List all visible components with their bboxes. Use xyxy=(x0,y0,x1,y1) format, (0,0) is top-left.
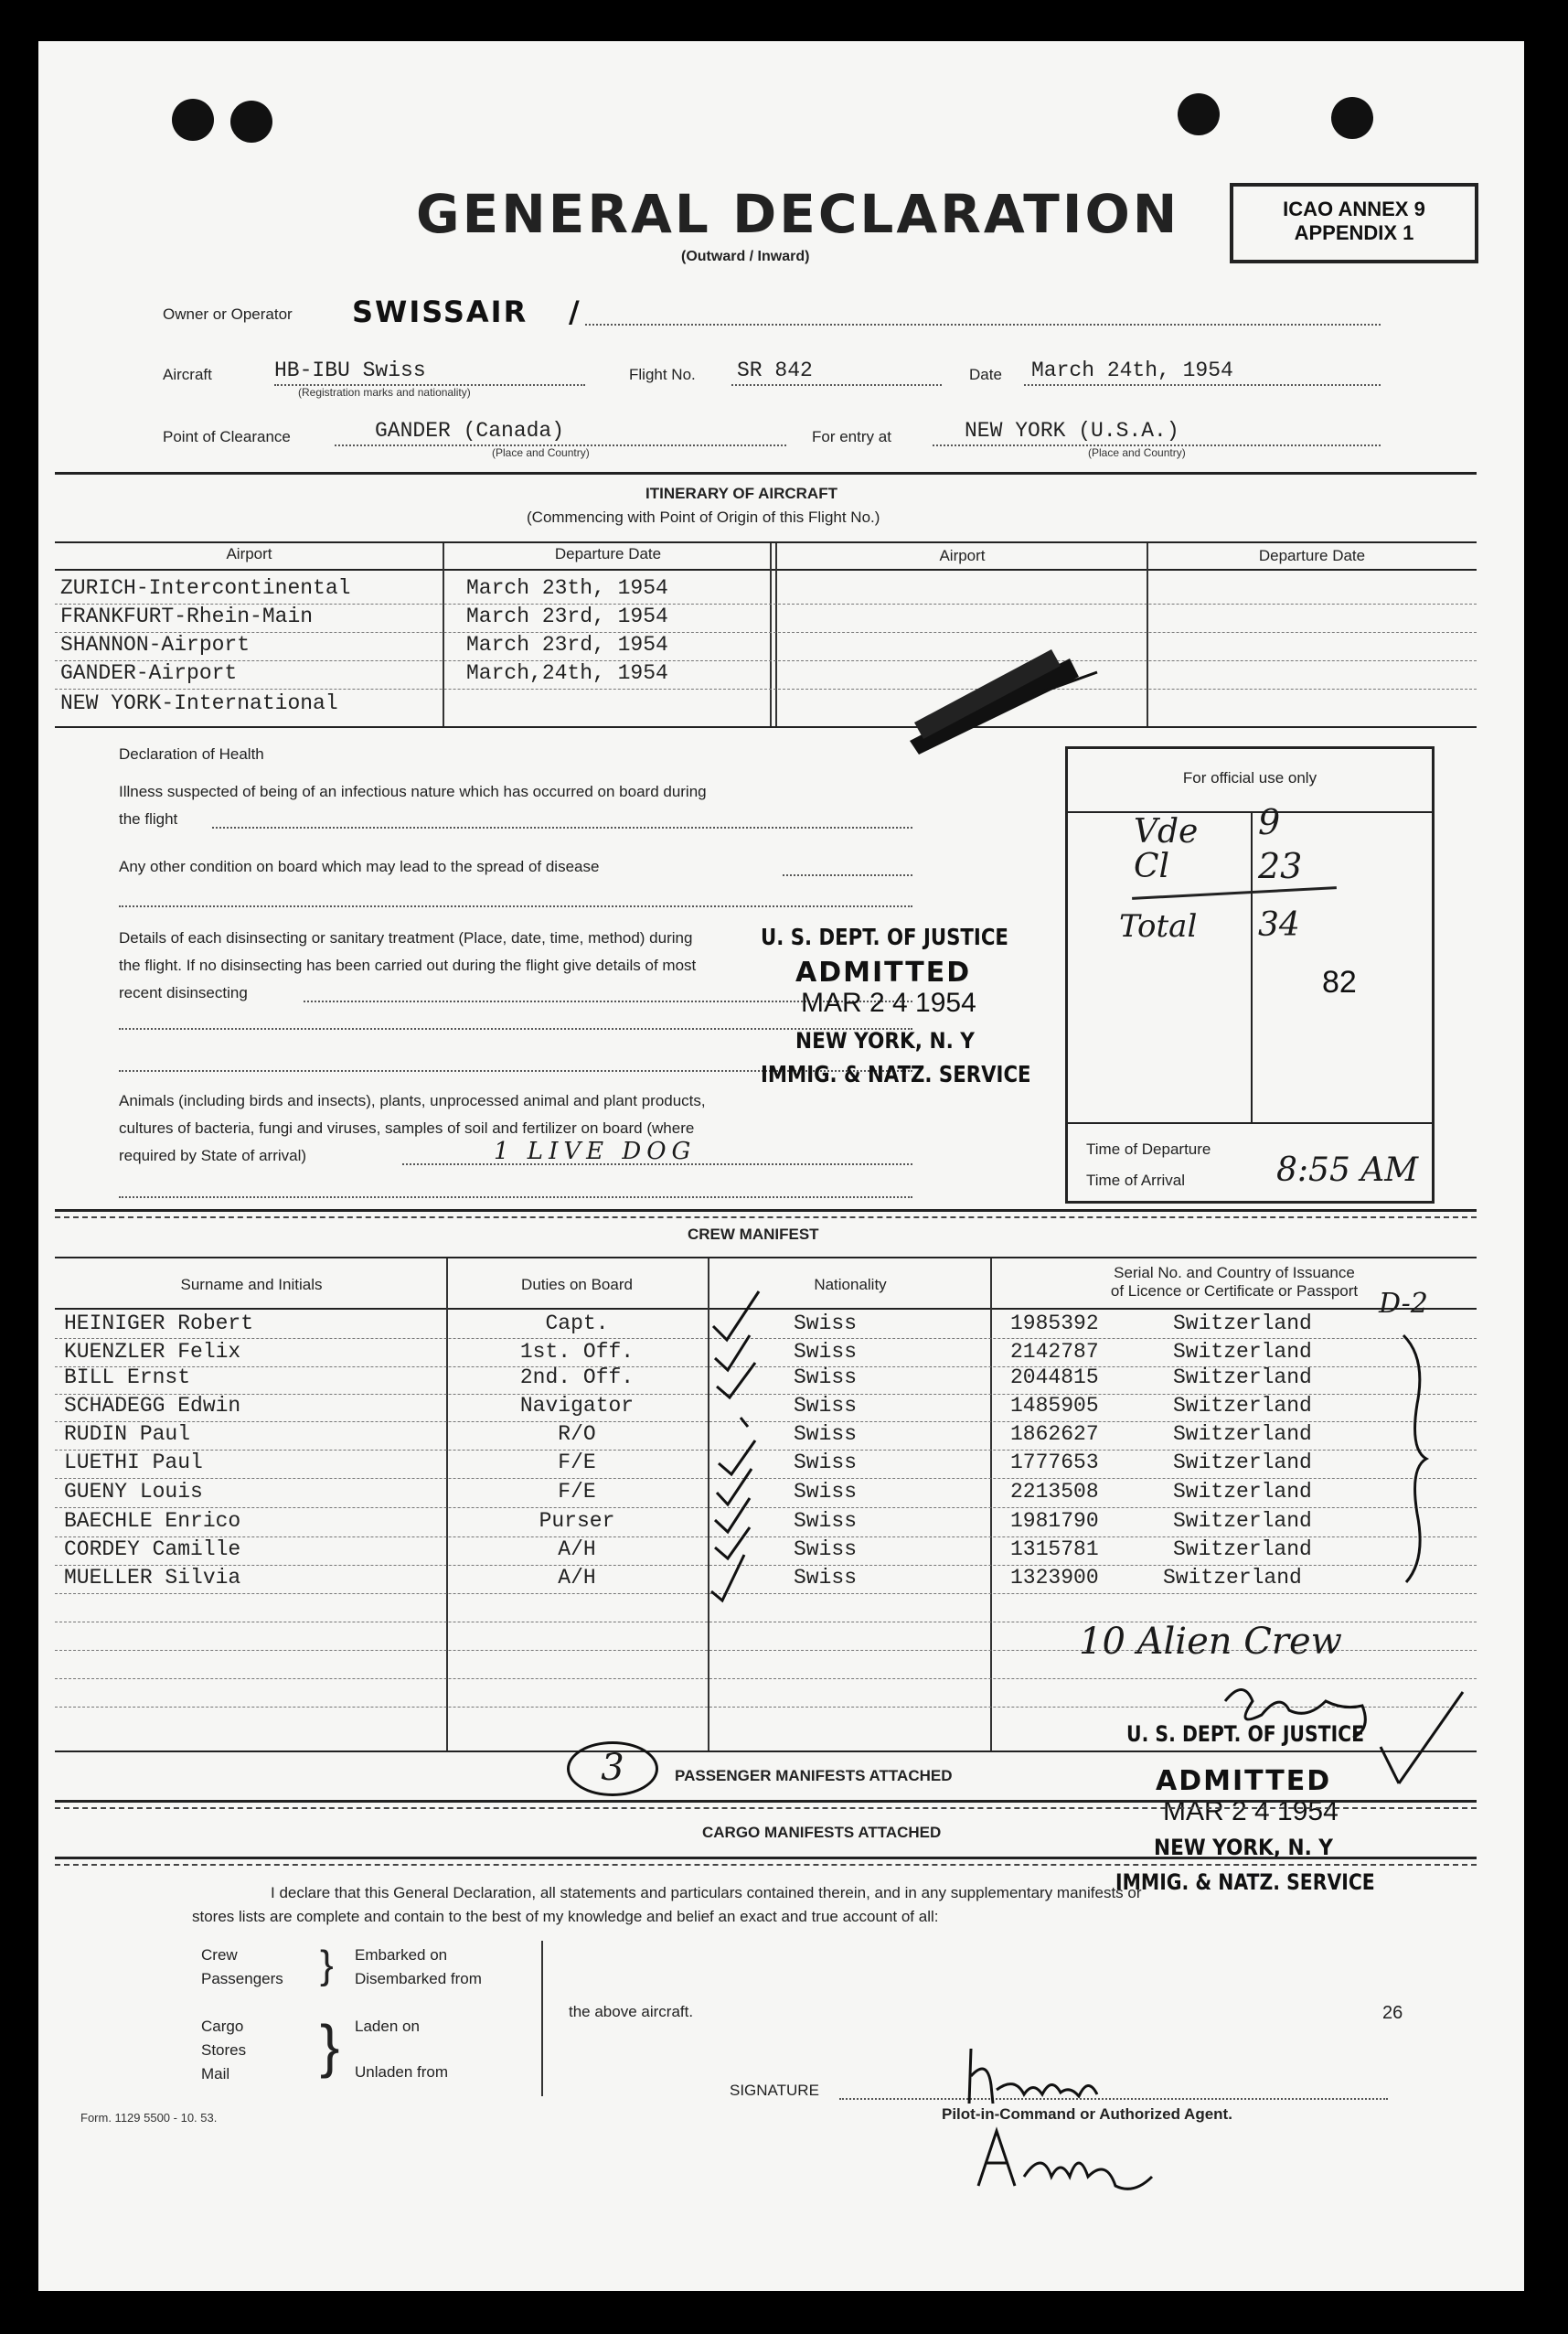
health-q3c: recent disinsecting xyxy=(119,984,248,1001)
crew-serial-5: 1777653 xyxy=(1010,1451,1099,1474)
itin-date-0: March 23th, 1954 xyxy=(466,576,668,600)
crew-title: CREW MANIFEST xyxy=(688,1226,819,1243)
crew-name-1: KUENZLER Felix xyxy=(64,1340,241,1364)
itinerary-title: ITINERARY OF AIRCRAFT xyxy=(645,485,837,502)
health-q3a: Details of each disinsecting or sanitary treatment (Place, date, time, method) during xyxy=(119,929,693,947)
entry-sub: (Place and Country) xyxy=(1088,446,1186,459)
check-marks-icon xyxy=(704,1280,786,1610)
health-q4b: cultures of bacteria, fungi and viruses, samples of soil and fertilizer on board (where xyxy=(119,1119,695,1137)
decl-embarked: Embarked on xyxy=(355,1946,448,1964)
decl-crew: Crew xyxy=(201,1946,238,1964)
crew-col-serial-a: Serial No. and Country of Issuance xyxy=(1114,1264,1355,1281)
stamp2-city: NEW YORK, N. Y xyxy=(1154,1835,1333,1860)
decl-page-note: 26 xyxy=(1382,2003,1403,2023)
crew-name-8: CORDEY Camille xyxy=(64,1537,241,1561)
passenger-manifest-count: 3 xyxy=(567,1741,658,1796)
crew-country-4: Switzerland xyxy=(1173,1422,1312,1446)
signature-icon xyxy=(951,2040,1207,2204)
crew-country-7: Switzerland xyxy=(1173,1509,1312,1533)
health-title: Declaration of Health xyxy=(119,745,264,763)
crew-nat-8: Swiss xyxy=(794,1537,858,1561)
crew-duty-3: Navigator xyxy=(519,1394,635,1418)
crew-serial-2: 2044815 xyxy=(1010,1365,1099,1389)
redaction-scribble-icon xyxy=(896,640,1106,759)
itinerary-subtitle: (Commencing with Point of Origin of this Flight No.) xyxy=(527,509,880,526)
crew-col-name: Surname and Initials xyxy=(180,1276,323,1293)
decl-stores: Stores xyxy=(201,2041,247,2059)
itin-col-airport-1: Airport xyxy=(226,545,272,562)
itin-airport-3: GANDER-Airport xyxy=(60,661,238,685)
crew-country-1: Switzerland xyxy=(1173,1340,1312,1364)
stamp1-city: NEW YORK, N. Y xyxy=(795,1028,975,1054)
icao-box xyxy=(1230,183,1478,263)
decl-unladen: Unladen from xyxy=(355,2063,449,2081)
official-v2: 23 xyxy=(1258,846,1303,886)
stamp2-service: IMMIG. & NATZ. SERVICE xyxy=(1115,1869,1375,1895)
punch-hole-icon xyxy=(230,101,272,143)
crew-col-duty: Duties on Board xyxy=(521,1276,633,1293)
punch-hole-icon xyxy=(1331,97,1373,139)
health-q4-answer: 1 LIVE DOG xyxy=(494,1138,697,1165)
crew-col-serial-b: of Licence or Certificate or Passport xyxy=(1110,1282,1359,1300)
official-v3: 34 xyxy=(1258,906,1300,944)
crew-col-nat: Nationality xyxy=(814,1276,887,1293)
date-label: Date xyxy=(969,366,1002,383)
crew-country-8: Switzerland xyxy=(1173,1537,1312,1561)
decl-laden: Laden on xyxy=(355,2018,420,2035)
stamp1-admitted: ADMITTED xyxy=(795,957,972,989)
crew-nat-9: Swiss xyxy=(794,1566,858,1590)
stamp1-date: MAR 2 4 1954 xyxy=(801,988,976,1018)
crew-duty-1: 1st. Off. xyxy=(519,1340,635,1364)
decl-brace-1: } xyxy=(320,1943,334,1987)
operator-value: SWISSAIR xyxy=(352,294,528,329)
crew-duty-6: F/E xyxy=(558,1480,596,1504)
itin-date-2: March 23rd, 1954 xyxy=(466,633,668,657)
punch-hole-icon xyxy=(172,99,214,141)
crew-side-note: D-2 xyxy=(1379,1288,1428,1320)
crew-nat-4: Swiss xyxy=(794,1422,858,1446)
declaration-line2: stores lists are complete and contain to the best of my knowledge and belief an exact and true account of all: xyxy=(192,1908,939,1925)
official-title: For official use only xyxy=(1182,769,1317,787)
crew-duty-7: Purser xyxy=(539,1509,615,1533)
decl-passengers: Passengers xyxy=(201,1970,283,1987)
departure-time-label: Time of Departure xyxy=(1086,1140,1211,1158)
crew-country-5: Switzerland xyxy=(1173,1451,1312,1474)
itin-airport-4: NEW YORK-International xyxy=(60,691,338,715)
aircraft-label: Aircraft xyxy=(163,366,212,383)
health-q4c: required by State of arrival) xyxy=(119,1147,307,1164)
aircraft-value: HB-IBU Swiss xyxy=(274,359,426,382)
crew-serial-0: 1985392 xyxy=(1010,1312,1099,1335)
crew-country-6: Switzerland xyxy=(1173,1480,1312,1504)
itin-airport-2: SHANNON-Airport xyxy=(60,633,251,657)
crew-duty-5: F/E xyxy=(558,1451,596,1474)
clearance-label: Point of Clearance xyxy=(163,428,291,445)
health-q1b: the flight xyxy=(119,810,178,828)
form-title: GENERAL DECLARATION xyxy=(416,183,1180,245)
crew-serial-9: 1323900 xyxy=(1010,1566,1099,1590)
arrival-time-label: Time of Arrival xyxy=(1086,1172,1186,1189)
stamp2-dept: U. S. DEPT. OF JUSTICE xyxy=(1126,1721,1365,1747)
crew-nat-3: Swiss xyxy=(794,1394,858,1418)
crew-name-3: SCHADEGG Edwin xyxy=(64,1394,241,1418)
crew-nat-7: Swiss xyxy=(794,1509,858,1533)
flight-value: SR 842 xyxy=(737,359,813,382)
form-subtitle: (Outward / Inward) xyxy=(681,249,810,264)
official-stamp-number: 82 xyxy=(1322,965,1357,1000)
itin-date-1: March 23rd, 1954 xyxy=(466,605,668,628)
icao-line2: APPENDIX 1 xyxy=(1294,221,1414,244)
arrival-time-value: 8:55 AM xyxy=(1276,1151,1419,1189)
crew-serial-3: 1485905 xyxy=(1010,1394,1099,1418)
crew-duty-9: A/H xyxy=(558,1566,596,1590)
crew-serial-4: 1862627 xyxy=(1010,1422,1099,1446)
health-q3b: the flight. If no disinsecting has been carried out during the flight give details of most xyxy=(119,957,697,974)
crew-nat-2: Swiss xyxy=(794,1365,858,1389)
punch-hole-icon xyxy=(1178,93,1220,135)
icao-line1: ICAO ANNEX 9 xyxy=(1283,198,1425,220)
aircraft-sub: (Registration marks and nationality) xyxy=(298,386,471,399)
crew-nat-0: Swiss xyxy=(794,1312,858,1335)
crew-duty-0: Capt. xyxy=(545,1312,609,1335)
crew-country-2: Switzerland xyxy=(1173,1365,1312,1389)
itin-airport-0: ZURICH-Intercontinental xyxy=(60,576,351,600)
passenger-manifests: PASSENGER MANIFESTS ATTACHED xyxy=(675,1767,953,1784)
brace-icon xyxy=(1399,1331,1435,1587)
crew-nat-1: Swiss xyxy=(794,1340,858,1364)
stamp1-dept: U. S. DEPT. OF JUSTICE xyxy=(761,924,1008,950)
flight-label: Flight No. xyxy=(629,366,696,383)
crew-serial-8: 1315781 xyxy=(1010,1537,1099,1561)
official-h2: Cl xyxy=(1134,848,1170,885)
clearance-sub: (Place and Country) xyxy=(492,446,590,459)
entry-label: For entry at xyxy=(812,428,891,445)
crew-name-7: BAECHLE Enrico xyxy=(64,1509,241,1533)
decl-mail: Mail xyxy=(201,2065,230,2082)
entry-value: NEW YORK (U.S.A.) xyxy=(965,419,1179,443)
itin-col-departure-2: Departure Date xyxy=(1258,547,1366,564)
itin-airport-1: FRANKFURT-Rhein-Main xyxy=(60,605,314,628)
crew-name-4: RUDIN Paul xyxy=(64,1422,191,1446)
signature-label: SIGNATURE xyxy=(730,2082,819,2099)
operator-slash: / xyxy=(569,294,580,329)
crew-serial-6: 2213508 xyxy=(1010,1480,1099,1504)
crew-country-9: Switzerland xyxy=(1163,1566,1302,1590)
crew-serial-7: 1981790 xyxy=(1010,1509,1099,1533)
crew-name-9: MUELLER Silvia xyxy=(64,1566,241,1590)
official-h3: Total xyxy=(1119,908,1198,945)
official-v1: 9 xyxy=(1258,802,1281,842)
itin-col-airport-2: Airport xyxy=(939,547,986,564)
crew-country-3: Switzerland xyxy=(1173,1394,1312,1418)
crew-country-0: Switzerland xyxy=(1173,1312,1312,1335)
alien-crew-note: 10 Alien Crew xyxy=(1079,1621,1342,1663)
decl-disembarked: Disembarked from xyxy=(355,1970,482,1987)
health-q1a: Illness suspected of being of an infectious nature which has occurred on board during xyxy=(119,783,707,800)
official-use-box xyxy=(1065,746,1435,1204)
official-h1: Vde xyxy=(1134,813,1199,851)
crew-duty-2: 2nd. Off. xyxy=(519,1365,635,1389)
crew-name-6: GUENY Louis xyxy=(64,1480,203,1504)
pilot-label: Pilot-in-Command or Authorized Agent. xyxy=(942,2105,1232,2123)
health-q4a: Animals (including birds and insects), plants, unprocessed animal and plant products, xyxy=(119,1092,706,1109)
stamp2-admitted: ADMITTED xyxy=(1156,1765,1332,1797)
itin-col-departure-1: Departure Date xyxy=(554,545,662,562)
crew-duty-8: A/H xyxy=(558,1537,596,1561)
stamp1-service: IMMIG. & NATZ. SERVICE xyxy=(761,1061,1031,1087)
clearance-value: GANDER (Canada) xyxy=(375,419,565,443)
health-q2: Any other condition on board which may lead to the spread of disease xyxy=(119,858,600,875)
cargo-manifests: CARGO MANIFESTS ATTACHED xyxy=(702,1824,942,1841)
crew-name-2: BILL Ernst xyxy=(64,1365,191,1389)
stamp2-date: MAR 2 4 1954 xyxy=(1163,1796,1339,1826)
crew-serial-1: 2142787 xyxy=(1010,1340,1099,1364)
form-number: Form. 1129 5500 - 10. 53. xyxy=(80,2111,218,2125)
crew-name-0: HEINIGER Robert xyxy=(64,1312,254,1335)
decl-above: the above aircraft. xyxy=(569,2003,694,2020)
crew-name-5: LUETHI Paul xyxy=(64,1451,203,1474)
operator-label: Owner or Operator xyxy=(163,305,293,323)
crew-nat-6: Swiss xyxy=(794,1480,858,1504)
crew-duty-4: R/O xyxy=(558,1422,596,1446)
crew-nat-5: Swiss xyxy=(794,1451,858,1474)
declaration-line1: I declare that this General Declaration, all statements and particulars contained therein, and in any supplementary manifests or xyxy=(271,1884,1142,1901)
decl-brace-2: } xyxy=(320,2013,340,2079)
date-value: March 24th, 1954 xyxy=(1031,359,1233,382)
decl-cargo: Cargo xyxy=(201,2018,244,2035)
itin-date-3: March,24th, 1954 xyxy=(466,661,668,685)
